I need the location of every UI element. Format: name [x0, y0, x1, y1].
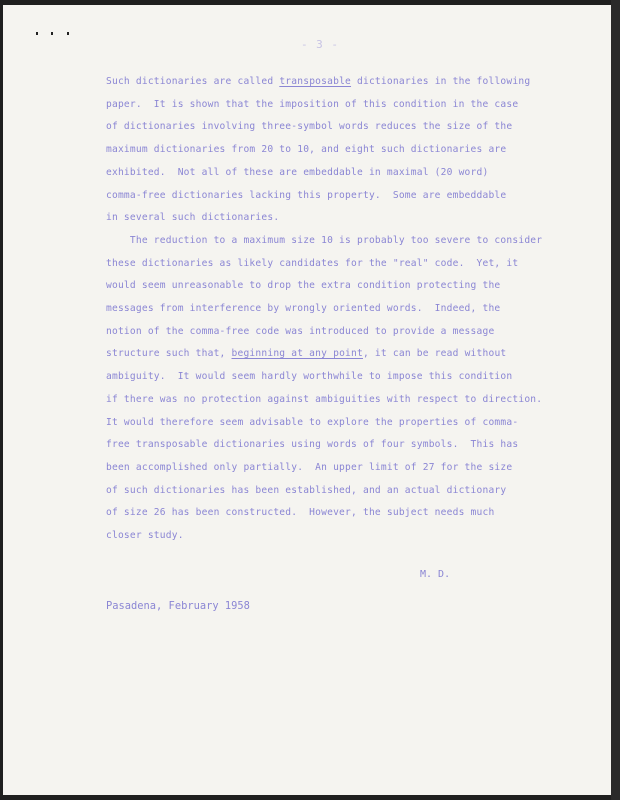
text-line: these dictionaries as likely candidates for the "real" code. Yet, it [106, 257, 519, 269]
text-line: exhibited. Not all of these are embeddable in maximal (20 word) [106, 166, 489, 178]
text-line: free transposable dictionaries using words of four symbols. This has [106, 439, 519, 451]
text-line: Such dictionaries are called transposable dictionaries in the following [106, 76, 531, 87]
text-line: in several such dictionaries. [106, 212, 280, 224]
text-line: of size 26 has been constructed. However, the subject needs much [106, 507, 495, 519]
text-line: been accomplished only partially. An upper limit of 27 for the size [106, 461, 513, 473]
dateline: Pasadena, February 1958 [106, 600, 250, 612]
text-line: It would therefore seem advisable to explore the properties of comma- [106, 416, 519, 428]
page-number: - 3 - [300, 38, 340, 51]
underlined-phrase: beginning at any point [231, 348, 363, 360]
text-line: structure such that, beginning at any point, it can be read without [106, 348, 507, 360]
text-line: of dictionaries involving three-symbol words reduces the size of the [106, 121, 513, 133]
text-line: maximum dictionaries from 20 to 10, and eight such dictionaries are [106, 144, 507, 156]
text-line: The reduction to a maximum size 10 is probably too severe to consider [106, 234, 543, 246]
text-line: closer study. [106, 530, 184, 541]
punch-mark [67, 32, 69, 35]
signature-initials: M. D. [420, 569, 451, 580]
punch-mark [36, 32, 38, 35]
text-line: ambiguity. It would seem hardly worthwhile to impose this condition [106, 371, 513, 383]
text-line: notion of the comma-free code was introduced to provide a message [106, 325, 495, 337]
text-line: paper. It is shown that the imposition of this condition in the case [106, 98, 519, 110]
text-line: would seem unreasonable to drop the extra condition protecting the [106, 280, 501, 292]
text-line: of such dictionaries has been established, and an actual dictionary [106, 484, 507, 496]
underlined-phrase: transposable [279, 76, 352, 87]
text-line: if there was no protection against ambiguities with respect to direction. [106, 393, 543, 405]
text-line: messages from interference by wrongly oriented words. Indeed, the [106, 303, 501, 314]
page-edge [611, 0, 620, 800]
punch-mark [51, 32, 53, 35]
text-line: comma-free dictionaries lacking this property. Some are embeddable [106, 189, 507, 201]
